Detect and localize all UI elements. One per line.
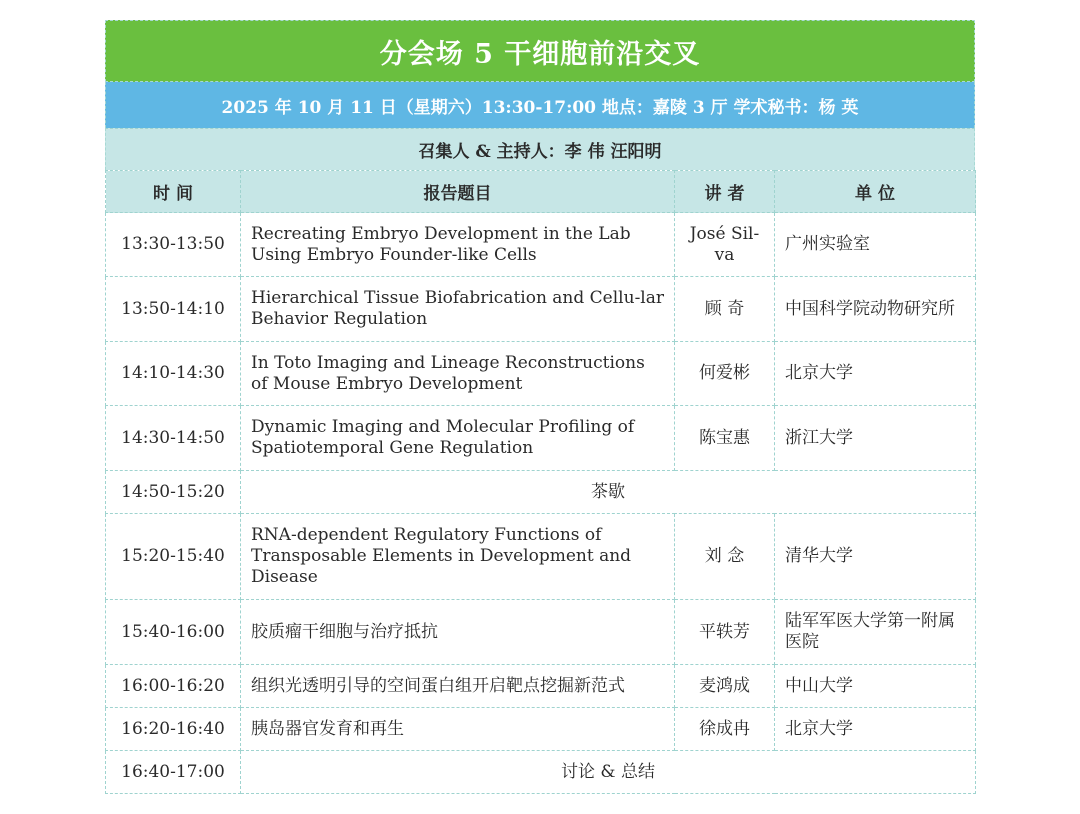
session-schedule xyxy=(105,20,975,794)
row-title: Hierarchical Tissue Biofabrication and Cellu-lar Behavior Regulation xyxy=(241,277,675,342)
table-row xyxy=(106,471,976,514)
row-unit: 北京大学 xyxy=(775,708,976,751)
row-time: 16:20-16:40 xyxy=(106,708,241,751)
header-time: 时 间 xyxy=(106,171,241,213)
table-row xyxy=(106,213,976,277)
table-header-row xyxy=(106,171,976,213)
row-speaker: 麦鸿成 xyxy=(675,665,775,708)
row-time: 13:50-14:10 xyxy=(106,277,241,342)
header-speaker: 讲 者 xyxy=(675,171,775,213)
row-speaker: 徐成冉 xyxy=(675,708,775,751)
table-row xyxy=(106,406,976,471)
row-time: 16:00-16:20 xyxy=(106,665,241,708)
row-unit: 中国科学院动物研究所 xyxy=(775,277,976,342)
row-time: 15:20-15:40 xyxy=(106,514,241,600)
row-title: Recreating Embryo Development in the Lab Using Embryo Founder-like Cells xyxy=(241,213,675,277)
row-unit: 浙江大学 xyxy=(775,406,976,471)
session-info: 2025 年 10 月 11 日（星期六）13:30-17:00 地点：嘉陵 3 厅 学术秘书：杨 英 xyxy=(105,82,975,128)
row-speaker: 何爱彬 xyxy=(675,342,775,406)
row-speaker: José Sil-va xyxy=(675,213,775,277)
row-title: Dynamic Imaging and Molecular Profiling of Spatiotemporal Gene Regulation xyxy=(241,406,675,471)
session-title: 分会场 5 干细胞前沿交叉 xyxy=(105,20,975,82)
row-speaker: 刘 念 xyxy=(675,514,775,600)
table-row xyxy=(106,600,976,665)
row-speaker: 平轶芳 xyxy=(675,600,775,665)
table-row xyxy=(106,277,976,342)
row-time: 15:40-16:00 xyxy=(106,600,241,665)
row-time: 14:10-14:30 xyxy=(106,342,241,406)
table-row xyxy=(106,514,976,600)
row-speaker: 陈宝惠 xyxy=(675,406,775,471)
row-time: 13:30-13:50 xyxy=(106,213,241,277)
row-title: 胰岛器官发育和再生 xyxy=(241,708,675,751)
row-time: 14:30-14:50 xyxy=(106,406,241,471)
discussion-cell: 讨论 & 总结 xyxy=(241,751,976,794)
row-unit: 陆军军医大学第一附属医院 xyxy=(775,600,976,665)
row-unit: 广州实验室 xyxy=(775,213,976,277)
row-unit: 中山大学 xyxy=(775,665,976,708)
header-unit: 单 位 xyxy=(775,171,976,213)
row-speaker: 顾 奇 xyxy=(675,277,775,342)
session-hosts: 召集人 & 主持人：李 伟 汪阳明 xyxy=(105,128,975,170)
row-unit: 北京大学 xyxy=(775,342,976,406)
schedule-table xyxy=(105,170,976,794)
row-title: RNA-dependent Regulatory Functions of Transposable Elements in Development and Disease xyxy=(241,514,675,600)
row-title: 组织光透明引导的空间蛋白组开启靶点挖掘新范式 xyxy=(241,665,675,708)
row-title: 胶质瘤干细胞与治疗抵抗 xyxy=(241,600,675,665)
table-row xyxy=(106,342,976,406)
table-row xyxy=(106,708,976,751)
table-row xyxy=(106,751,976,794)
row-time: 14:50-15:20 xyxy=(106,471,241,514)
row-title: In Toto Imaging and Lineage Reconstructions of Mouse Embryo Development xyxy=(241,342,675,406)
header-title: 报告题目 xyxy=(241,171,675,213)
break-cell: 茶歇 xyxy=(241,471,976,514)
table-row xyxy=(106,665,976,708)
row-time: 16:40-17:00 xyxy=(106,751,241,794)
row-unit: 清华大学 xyxy=(775,514,976,600)
